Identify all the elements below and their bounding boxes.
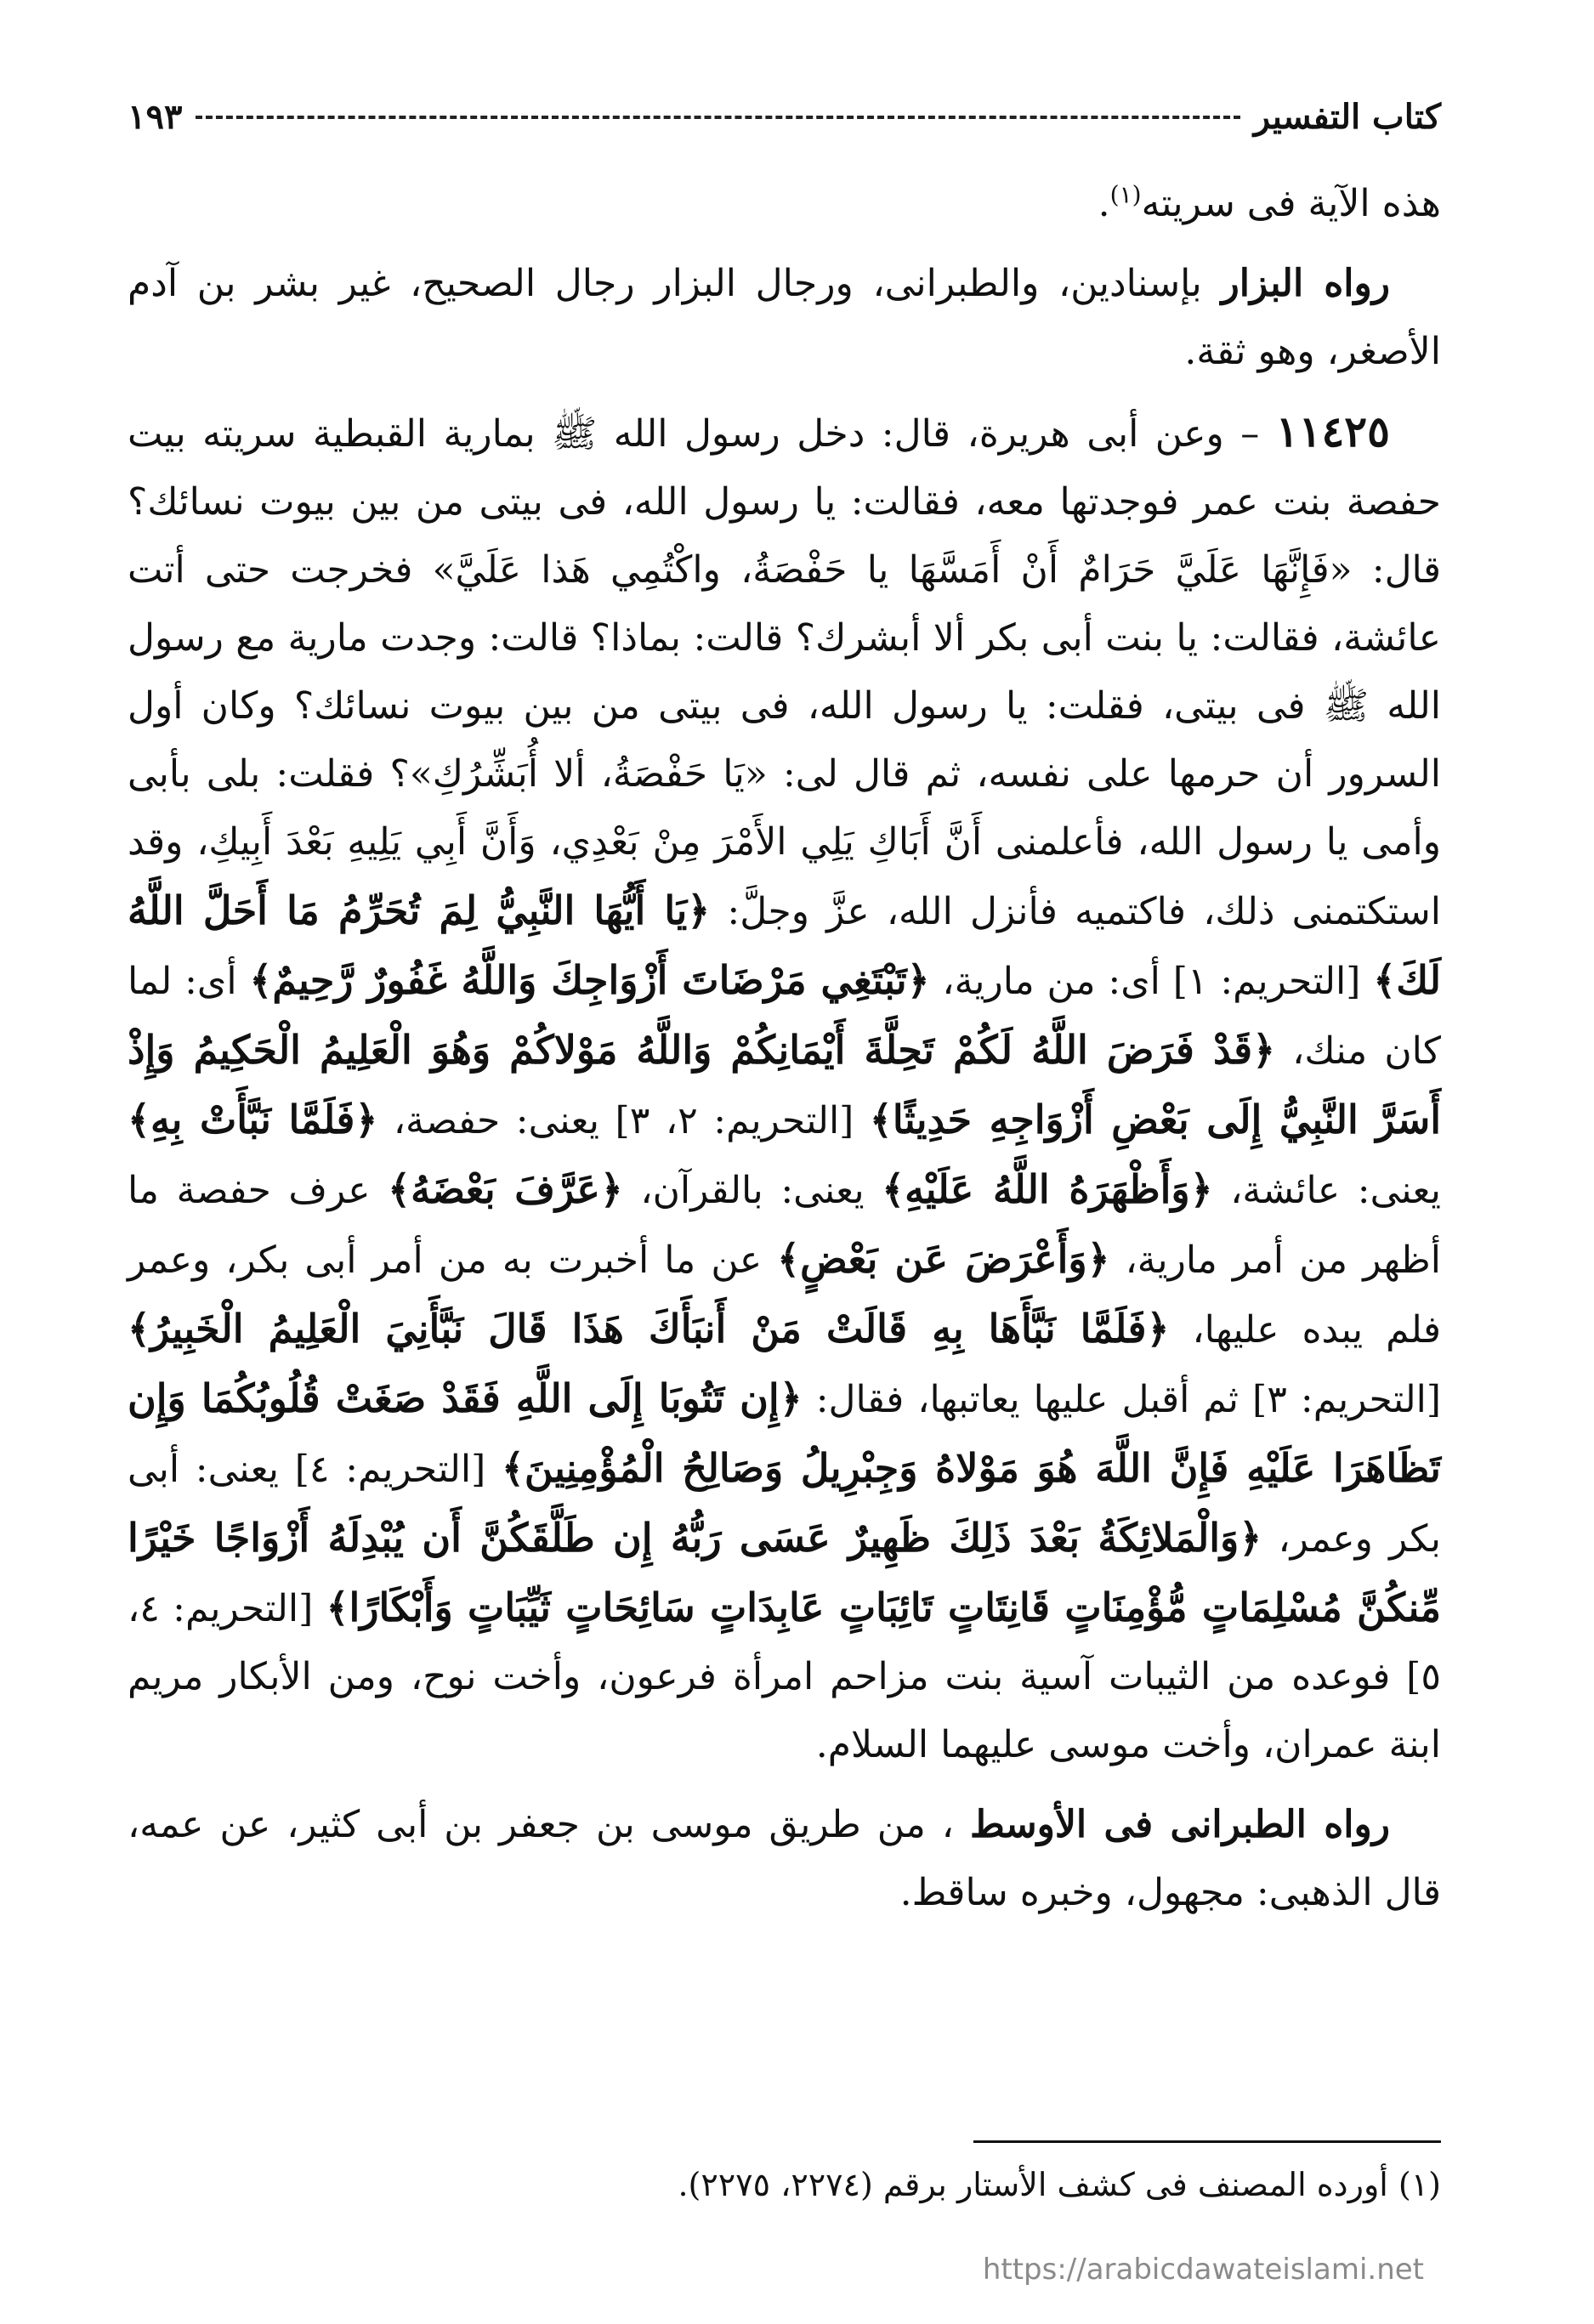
commentary: [التحريم: ١] أى: من مارية،	[929, 960, 1374, 1003]
commentary: أى: لما كان منك،	[128, 960, 1441, 1073]
paragraph-text: – وعن أبى هريرة، قال: دخل رسول الله ﷺ بمارية القبطية سريته بيت حفصة بنت عمر فوجدتها معه، فقالت: يا رسول الله، فى بيتى من بين بيوت نسائك؟ قال: «فَإِنَّهَا عَلَيَّ حَرَامٌ أَنْ أَمَسَّهَا يا حَفْصَةُ، واكْتُمِي هَذا عَلَيَّ» فخرجت حتى أتت عائشة، فقالت: يا بنت أبى بكر ألا أبشرك؟ قالت: بماذا؟ قالت: وجدت مارية مع رسول الله ﷺ فى بيتى، فقلت: يا رسول الله، فى بيتى من بين بيوت نسائك؟ وكان أول السرور أن حرمها على نفسه، ثم قال لى: «يَا حَفْصَةُ، ألا أُبَشِّرُكِ»؟ فقلت: بلى بأبى وأمى يا رسول الله، فأعلمنى أَنَّ أَبَاكِ يَلِي الأَمْرَ مِنْ بَعْدِي، وَأَنَّ أَبِي يَلِيهِ بَعْدَ أَبِيكِ، وقد استكتمنى ذلك، فاكتميه فأنزل الله، عزَّ وجلَّ:	[128, 412, 1441, 933]
paragraph-end: .	[1098, 182, 1110, 225]
header-divider	[196, 116, 1239, 119]
paragraph-bazzar	[128, 250, 1441, 386]
paragraph-verse-intro	[128, 170, 1441, 238]
footnote-reference: (١)	[1109, 180, 1142, 209]
quran-verse: ﴿قَدْ فَرَضَ اللَّهُ لَكُمْ تَحِلَّةَ أَيْمَانِكُمْ وَاللَّهُ مَوْلاكُمْ وَهُوَ الْعَلِيمُ الْحَكِيمُ وَإِذْ أَسَرَّ النَّبِيُّ إِلَى بَعْضِ أَزْوَاجِهِ حَدِيثًا﴾	[128, 1027, 1442, 1142]
commentary: [التحريم: ٤، ٥] فوعده من الثيبات آسية بنت مزاحم امرأة فرعون، وأخت نوح، ومن الأبكار مريم ابنة عمران، وأخت موسى عليهما السلام.	[128, 1587, 1441, 1766]
quran-verse: ﴿وَالْمَلائِكَةُ بَعْدَ ذَلِكَ ظَهِيرٌ عَسَى رَبُّهُ إِن طَلَّقَكُنَّ أَن يُبْدِلَهُ أَزْوَاجًا خَيْرًا مِّنكُنَّ مُسْلِمَاتٍ مُّؤْمِنَاتٍ قَانِتَاتٍ تَائِبَاتٍ عَابِدَاتٍ سَائِحَاتٍ ثَيِّبَاتٍ وَأَبْكَارًا﴾	[128, 1515, 1441, 1630]
paragraph-text: بإسنادين، والطبرانى، ورجال البزار رجال الصحيح، غير بشر بن آدم الأصغر، وهو ثقة.	[128, 262, 1441, 373]
quran-verse: ﴿إِن تَتُوبَا إِلَى اللَّهِ فَقَدْ صَغَتْ قُلُوبُكُمَا وَإِن تَظَاهَرَا عَلَيْهِ فَإِنَّ اللَّهَ هُوَ مَوْلاهُ وَجِبْرِيلُ وَصَالِحُ الْمُؤْمِنِينَ﴾	[128, 1375, 1441, 1491]
hadith-number: ١١٤٢٥	[1275, 406, 1391, 456]
commentary: يعنى: بالقرآن،	[622, 1169, 882, 1212]
footnote-divider	[973, 2140, 1441, 2143]
quran-verse: ﴿تَبْتَغِي مَرْضَاتَ أَزْوَاجِكَ وَاللَّهُ غَفُورٌ رَّحِيمٌ﴾	[249, 957, 930, 1003]
narrator-lead: رواه البزار	[1221, 262, 1390, 305]
paragraph-text: ، من طريق موسى بن جعفر بن أبى كثير، عن عمه، قال الذهبى: مجهول، وخبره ساقط.	[128, 1803, 1441, 1914]
narrator-lead: رواه الطبرانى فى الأوسط	[969, 1803, 1390, 1846]
commentary: [التحريم: ٤] يعنى: أبى بكر وعمر،	[128, 1448, 1441, 1561]
quran-verse: ﴿يَا أَيُّهَا النَّبِيُّ لِمَ تُحَرِّمُ مَا أَحَلَّ اللَّهُ لَكَ﴾	[128, 887, 1442, 1003]
main-text	[128, 170, 1441, 1939]
quran-verse: ﴿عَرَّفَ بَعْضَهُ﴾	[388, 1166, 623, 1212]
page-number: ١٩٣	[128, 97, 183, 137]
quran-verse: ﴿فَلَمَّا نَبَّأَتْ بِهِ﴾	[128, 1097, 378, 1142]
watermark-url: https://arabicdawateislami.net	[982, 2253, 1424, 2287]
quran-verse: ﴿فَلَمَّا نَبَّأَهَا بِهِ قَالَتْ مَنْ أَنبَأَكَ هَذَا قَالَ نَبَّأَنِيَ الْعَلِيمُ الْخَبِيرُ﴾	[128, 1306, 1170, 1352]
commentary: يعنى: عائشة،	[1212, 1169, 1441, 1212]
commentary: عن ما أخبرت به من أمر أبى بكر، وعمر فلم يبده عليها،	[128, 1239, 1442, 1352]
commentary: [التحريم: ٢، ٣] يعنى: حفصة،	[377, 1099, 870, 1142]
paragraph-hadith	[128, 398, 1441, 1779]
commentary: عرف حفصة ما أظهر من أمر مارية،	[128, 1169, 1442, 1282]
paragraph-tabarani	[128, 1791, 1441, 1927]
quran-verse: ﴿وَأَعْرَضَ عَن بَعْضٍ﴾	[777, 1236, 1110, 1282]
page-header	[128, 92, 1441, 143]
quran-verse: ﴿وَأَظْهَرَهُ اللَّهُ عَلَيْهِ﴾	[882, 1166, 1213, 1212]
footnote: (١) أورده المصنف فى كشف الأستار برقم (٢٢٧٤، ٢٢٧٥).	[678, 2166, 1441, 2203]
commentary: [التحريم: ٣] ثم أقبل عليها يعاتبها، فقال:	[802, 1378, 1442, 1421]
paragraph-text: هذه الآية فى سريته	[1141, 182, 1441, 225]
book-title: كتاب التفسير	[1253, 97, 1441, 137]
